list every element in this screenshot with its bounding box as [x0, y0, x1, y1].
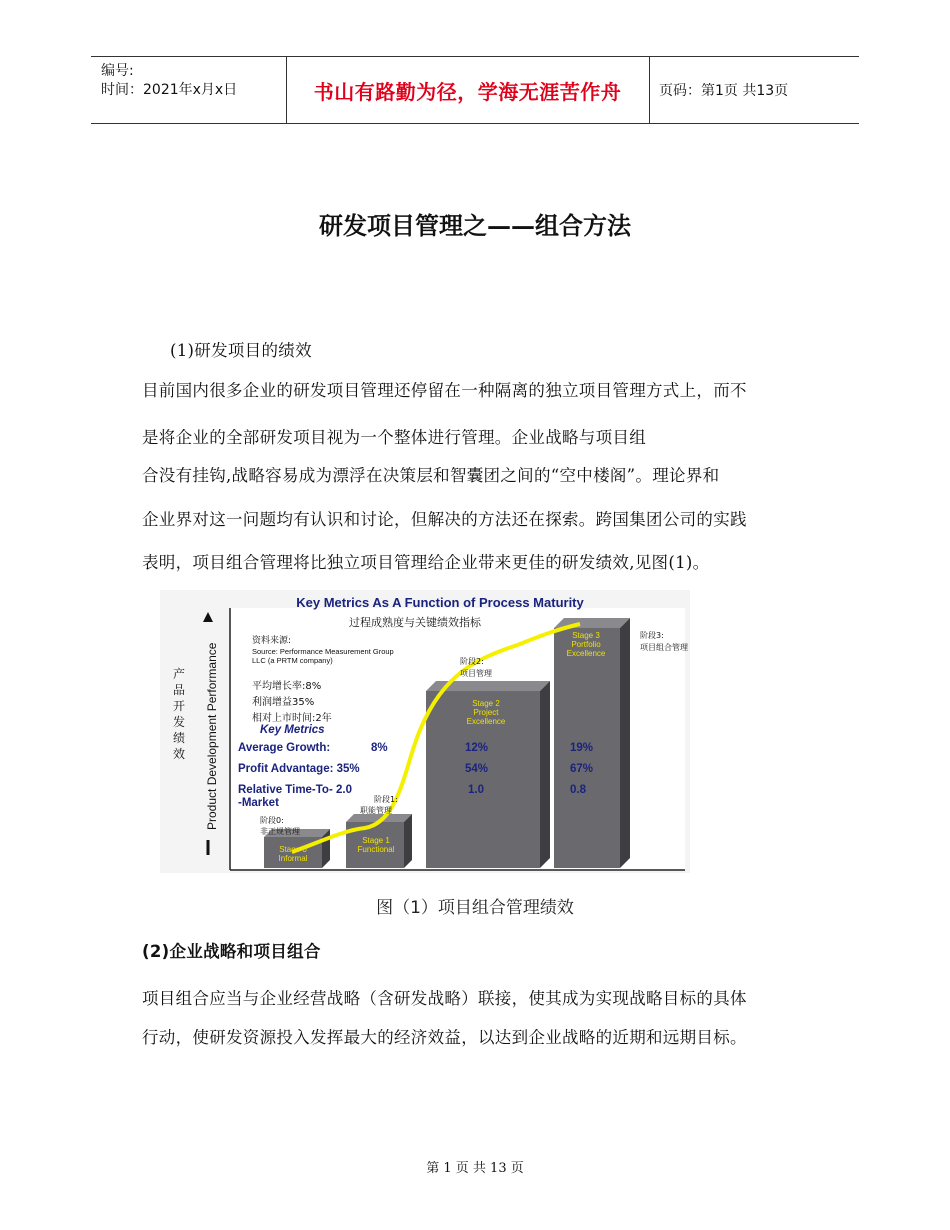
metric-label: -Market [238, 797, 279, 809]
metric-value: 67% [570, 763, 594, 775]
header-info-cell [91, 57, 287, 123]
paragraph-1-line: 合没有挂钩,战略容易成为漂浮在决策层和智囊团之间的“空中楼阁”。理论界和 [142, 466, 720, 485]
stage-1-cn: 阶段1: [374, 795, 398, 804]
stage-2-en: Project [473, 708, 499, 717]
figure-svg [160, 590, 690, 873]
document-title: 研发项目管理之——组合方法 [319, 211, 631, 240]
stage-0-en: Stage 0 [279, 845, 307, 854]
y-axis-cn-char: 效 [173, 747, 186, 761]
metric-value: 0.8 [570, 784, 586, 796]
source-text-1: Source: Performance Measurement Group [252, 647, 394, 656]
stage-0-cn: 非正规管理 [260, 827, 300, 836]
key-metrics-label: Key Metrics [260, 724, 325, 736]
figure-caption: 图（1）项目组合管理绩效 [376, 898, 574, 918]
y-axis-label-en: Product Development Performance [205, 642, 219, 830]
y-axis-cn-char: 绩 [173, 731, 186, 745]
stage-2-cn: 阶段2: [460, 657, 484, 666]
cn-metric: 平均增长率:8% [252, 681, 322, 692]
section-2-heading: (2)企业战略和项目组合 [142, 942, 321, 961]
time-label: 时间：2021年x月x日 [101, 82, 238, 98]
header-page-cell [649, 57, 859, 123]
stage-3-en: Excellence [566, 649, 606, 658]
cn-metric: 利润增益35% [252, 697, 315, 708]
section-1-heading: (1)研发项目的绩效 [170, 341, 312, 360]
stage-1-en: Functional [357, 845, 395, 854]
metric-value: 54% [465, 763, 489, 775]
paragraph-1-line: 是将企业的全部研发项目视为一个整体进行管理。企业战略与项目组 [142, 428, 646, 447]
paragraph-1-line: 表明，项目组合管理将比独立项目管理给企业带来更佳的研发绩效,见图(1)。 [142, 553, 710, 572]
metric-value: 19% [570, 742, 594, 754]
stage-1-cn: 职能管理 [360, 806, 392, 815]
page-footer: 第 1 页 共 13 页 [426, 1161, 524, 1176]
stage-3-en: Portfolio [571, 640, 601, 649]
y-axis-cn-char: 发 [173, 715, 186, 729]
source-text-2: LLC (a PRTM company) [252, 656, 333, 665]
y-axis-cn-char: 产 [173, 667, 186, 681]
page-info: 页码：第1页 共13页 [659, 83, 789, 99]
paragraph-1-line: 目前国内很多企业的研发项目管理还停留在一种隔离的独立项目管理方式上，而不 [142, 381, 747, 400]
stage-0-en: Informal [278, 854, 308, 863]
paragraph-1-line: 企业界对这一问题均有认识和讨论，但解决的方法还在探索。跨国集团公司的实践 [142, 510, 747, 529]
document-header [91, 56, 859, 124]
stage-3-cn: 阶段3: [640, 631, 664, 640]
stage-3-cn: 项目组合管理 [640, 643, 688, 652]
stage-2-en: Excellence [466, 717, 506, 726]
header-motto-cell [286, 57, 650, 123]
stage-3-en: Stage 3 [572, 631, 600, 640]
stage-2-cn: 项目管理 [460, 669, 492, 678]
metric-value: 8% [371, 742, 388, 754]
motto-text: 书山有路勤为径，学海无涯苦作舟 [313, 79, 622, 104]
number-label: 编号: [101, 63, 134, 79]
source-label: 资料来源: [252, 636, 292, 646]
metric-value: 12% [465, 742, 489, 754]
stage-2-en: Stage 2 [472, 699, 500, 708]
metric-label: Average Growth: [238, 742, 331, 754]
metric-label: Profit Advantage: 35% [238, 763, 360, 775]
cn-metric: 相对上市时间:2年 [252, 713, 332, 724]
stage-1-en: Stage 1 [362, 836, 390, 845]
process-maturity-figure [160, 590, 690, 873]
paragraph-2-line: 行动，使研发资源投入发挥最大的经济效益，以达到企业战略的近期和远期目标。 [142, 1028, 747, 1047]
y-axis-cn-char: 品 [173, 683, 186, 697]
figure-title: Key Metrics As A Function of Process Maturity [296, 595, 584, 610]
metric-value: 1.0 [468, 784, 484, 796]
metric-label: Relative Time-To- 2.0 [238, 784, 352, 796]
paragraph-2-line: 项目组合应当与企业经营战略（含研发战略）联接，使其成为实现战略目标的具体 [142, 989, 747, 1008]
y-axis-cn-char: 开 [173, 699, 186, 713]
figure-subtitle: 过程成熟度与关键绩效指标 [349, 616, 481, 629]
stage-0-cn: 阶段0: [260, 816, 284, 825]
